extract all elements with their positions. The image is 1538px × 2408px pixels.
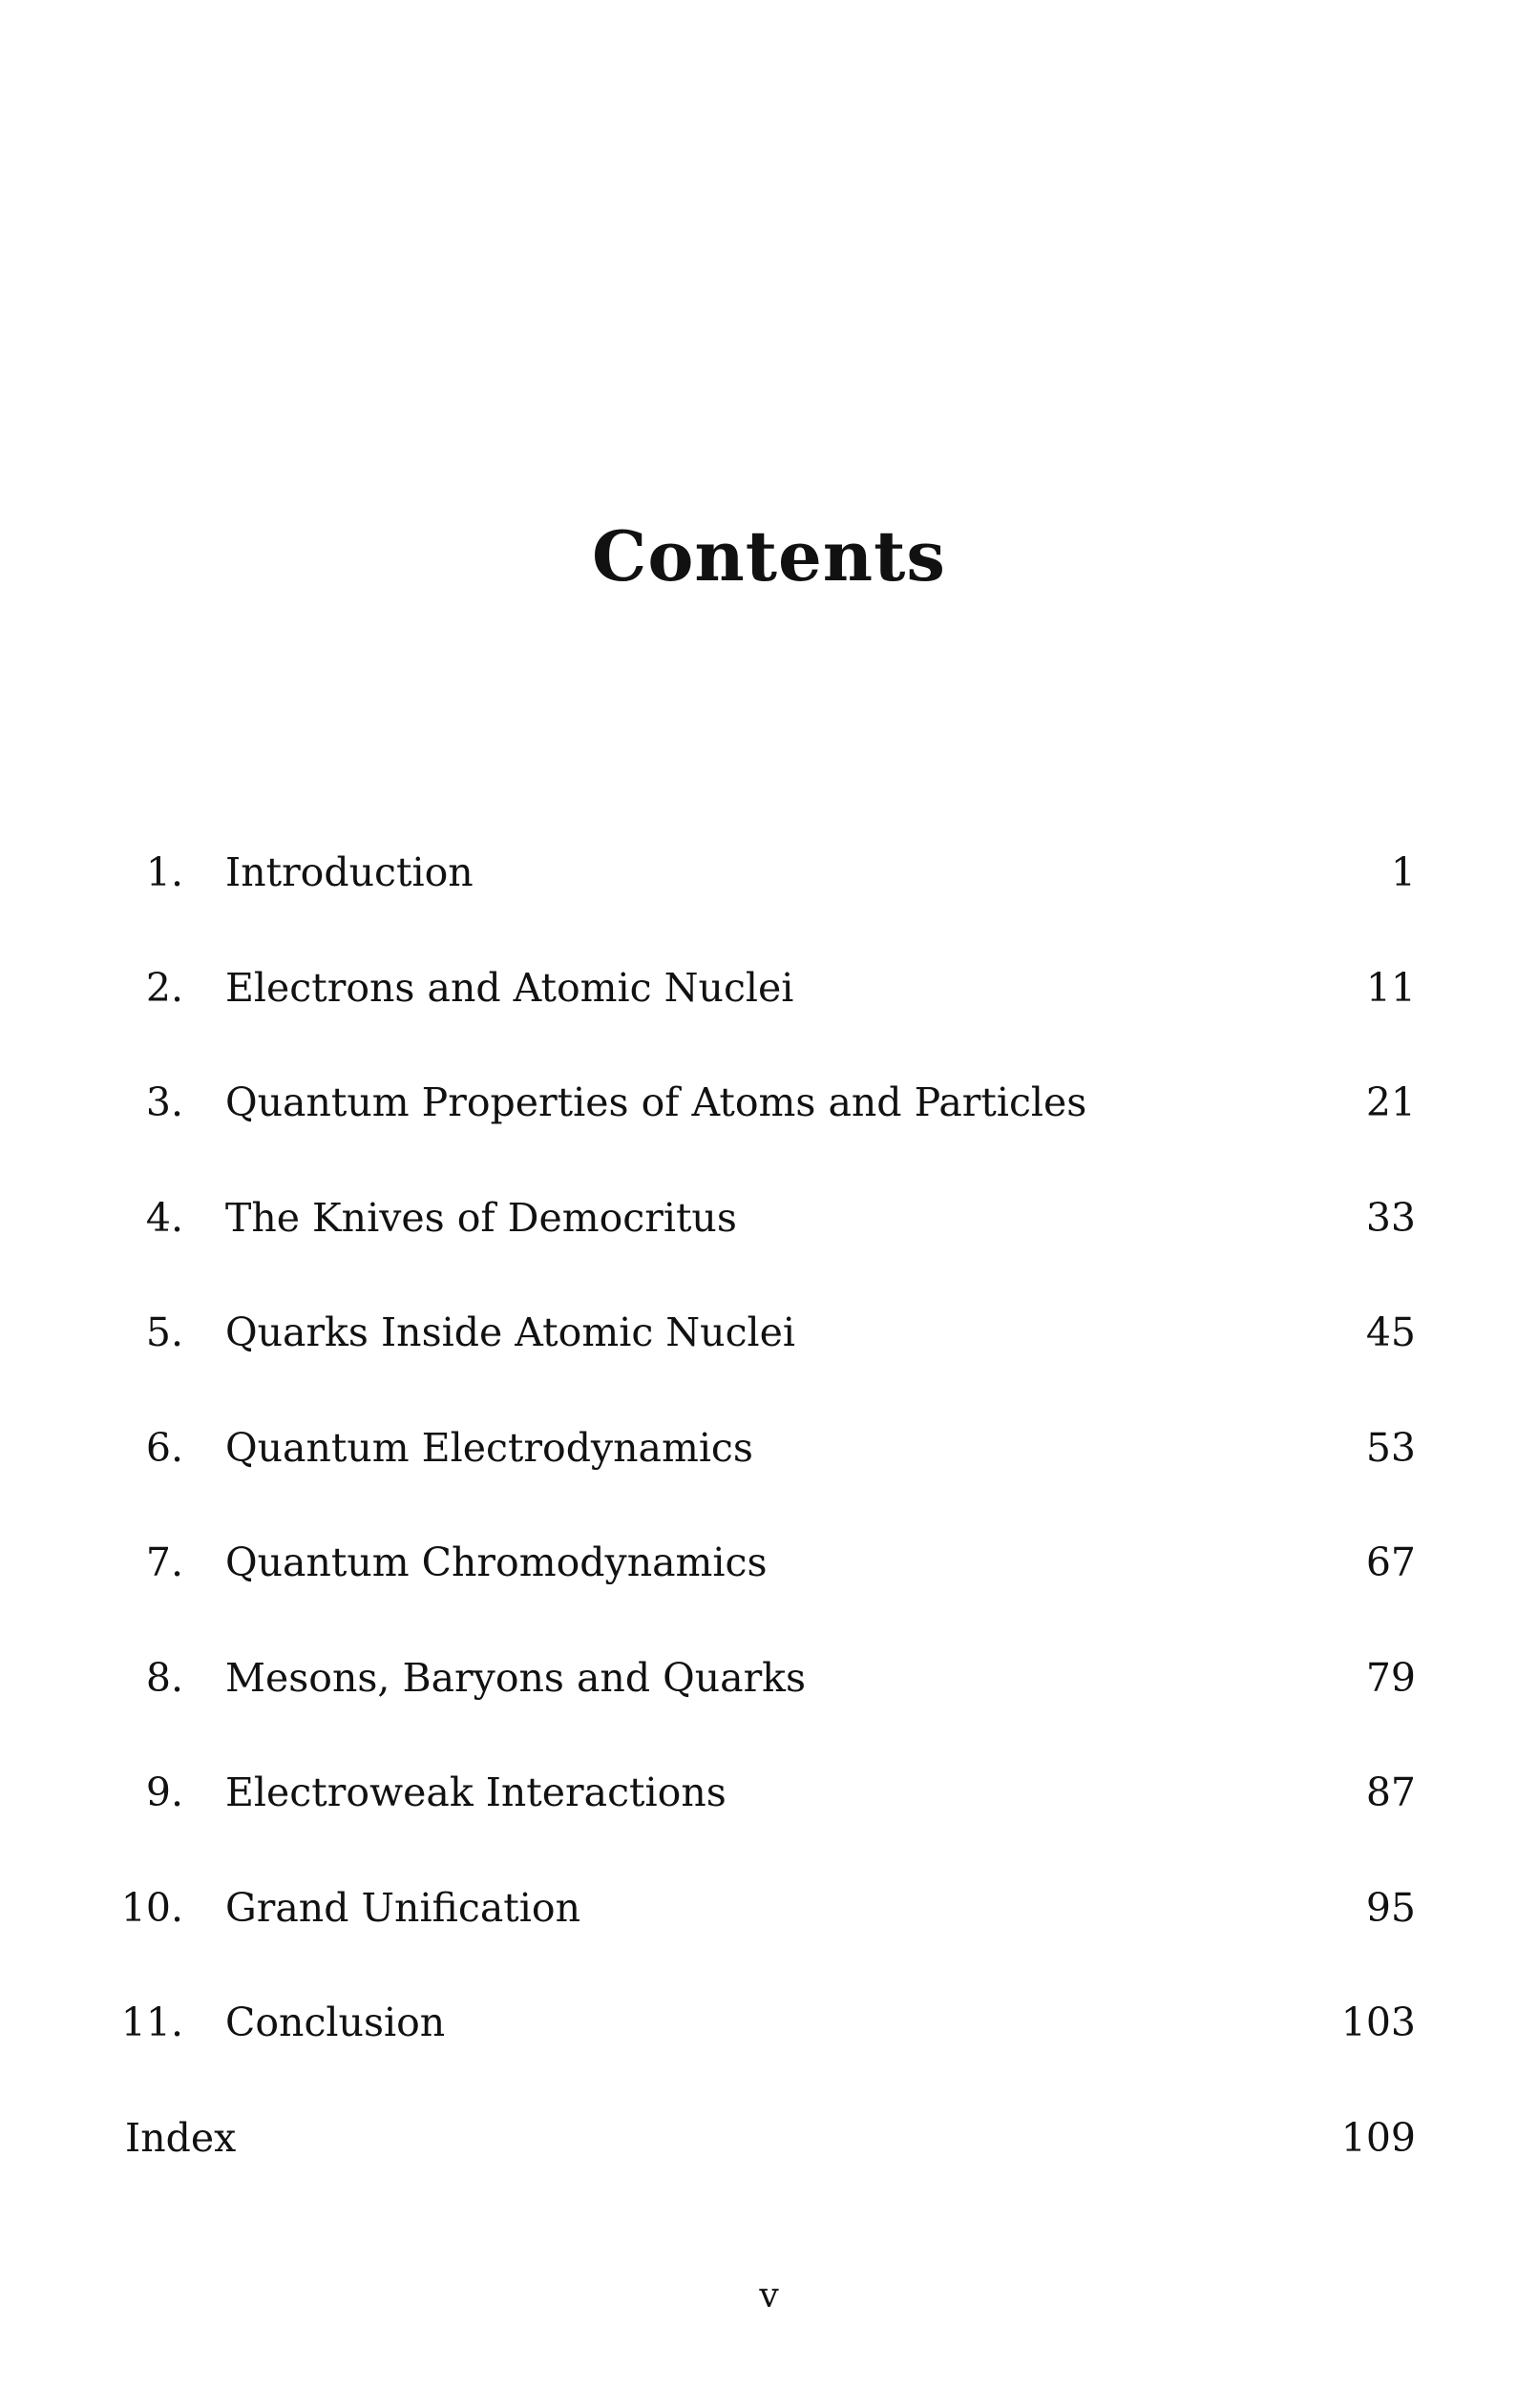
chapter-number: 1. xyxy=(145,849,183,895)
chapter-number: 10. xyxy=(120,1884,183,1931)
chapter-title: Mesons, Baryons and Quarks xyxy=(225,1654,807,1701)
toc-entry[interactable] xyxy=(0,836,1538,952)
toc-entry[interactable] xyxy=(0,1296,1538,1412)
chapter-number: 6. xyxy=(145,1424,183,1471)
table-of-contents xyxy=(0,836,1538,2216)
page-title: Contents xyxy=(592,515,946,597)
page-number: 67 xyxy=(1365,1539,1416,1585)
page-number: 87 xyxy=(1365,1769,1416,1815)
chapter-number: 4. xyxy=(145,1194,183,1241)
chapter-title: Quantum Electrodynamics xyxy=(225,1424,753,1471)
page-number: 95 xyxy=(1365,1884,1416,1931)
chapter-title: Introduction xyxy=(225,849,474,895)
toc-entry[interactable] xyxy=(0,952,1538,1067)
chapter-title: Quantum Properties of Atoms and Particles xyxy=(225,1079,1087,1125)
page-number: 103 xyxy=(1340,2000,1416,2045)
chapter-title: Conclusion xyxy=(225,2000,446,2045)
toc-entry-index[interactable] xyxy=(0,2102,1538,2217)
toc-entry[interactable] xyxy=(0,1756,1538,1872)
page-number: 109 xyxy=(1340,2114,1416,2161)
page-number: 79 xyxy=(1365,1654,1416,1701)
chapter-title: Quarks Inside Atomic Nuclei xyxy=(225,1309,796,1355)
toc-entry[interactable] xyxy=(0,1066,1538,1182)
page-number: 21 xyxy=(1365,1079,1416,1125)
page-number: 33 xyxy=(1365,1194,1416,1241)
index-title: Index xyxy=(125,2114,237,2161)
chapter-number: 5. xyxy=(145,1309,183,1355)
chapter-number: 8. xyxy=(145,1654,183,1701)
chapter-title: Electroweak Interactions xyxy=(225,1769,727,1815)
toc-entry[interactable] xyxy=(0,1412,1538,1527)
page-folio: v xyxy=(759,2276,779,2315)
chapter-title: The Knives of Democritus xyxy=(225,1194,737,1241)
chapter-title: Quantum Chromodynamics xyxy=(225,1539,768,1585)
chapter-number: 2. xyxy=(145,964,183,1011)
toc-entry[interactable] xyxy=(0,1872,1538,1987)
toc-entry[interactable] xyxy=(0,1526,1538,1642)
page-number: 11 xyxy=(1365,964,1416,1011)
chapter-number: 7. xyxy=(145,1539,183,1585)
chapter-title: Grand Unification xyxy=(225,1884,580,1931)
chapter-number: 11. xyxy=(120,2000,183,2045)
page-number: 1 xyxy=(1390,849,1416,895)
page-number: 53 xyxy=(1365,1424,1416,1471)
chapter-title: Electrons and Atomic Nuclei xyxy=(225,964,794,1011)
toc-entry[interactable] xyxy=(0,1182,1538,1297)
chapter-number: 9. xyxy=(145,1769,183,1815)
toc-entry[interactable] xyxy=(0,1642,1538,1757)
page-number: 45 xyxy=(1365,1309,1416,1355)
chapter-number: 3. xyxy=(145,1079,183,1125)
toc-entry[interactable] xyxy=(0,1986,1538,2102)
